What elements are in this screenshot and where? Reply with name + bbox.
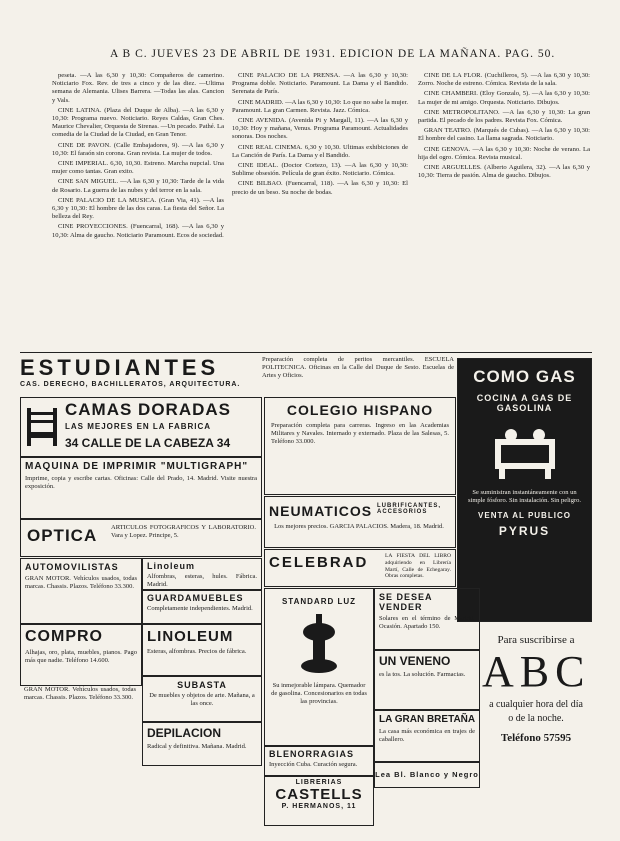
ad-camas-doradas (20, 397, 262, 457)
optica-text: ARTICULOS FOTOGRAFICOS Y LABORATORIO. Vara y Lopez. Principe, 5. (111, 524, 256, 539)
ad-estudiantes (20, 355, 260, 395)
listing-entry: CINE PALACIO DE LA MUSICA. (Gran Via, 41). —A las 6,30 y 10,30: El hombre de las dos caras. La fiesta del Señor. La belleza del Rey. (52, 196, 224, 221)
listing-entry: CINE IDEAL. (Doctor Cortezo, 13). —A las 6,30 y 10,30: Sublime obsesión. Película de gran éxito. Noticiario. Cómica. (232, 162, 408, 178)
section-divider (20, 352, 592, 353)
camas-address: 34 CALLE DE LA CABEZA 34 (65, 436, 231, 450)
listing-entry: CINE METROPOLITANO. —A las 6,30 y 10,30: La gran partida. El pecado de los padres. Revista Fox. Cómica. (418, 108, 590, 125)
ad-castells (264, 776, 374, 826)
standard-title: STANDARD LUZ (281, 597, 357, 606)
listing-column-2 (232, 72, 408, 344)
como-gas-title: COMO GAS (473, 367, 576, 386)
ad-suscripcion (482, 622, 590, 782)
automovilistas-extra: GRAN MOTOR. Vehículos usados, todas marcas. Chassis. Plazos. Teléfono 33.300. (24, 686, 136, 701)
ad-multigraph (20, 457, 262, 519)
castells-address: P. HERMANOS, 11 (281, 803, 357, 810)
compro-text: Alhajas, oro, plata, muebles, pianos. Pago más que nadie. Teléfono 14.600. (25, 649, 137, 664)
ad-celebrad (264, 549, 456, 587)
subasta-text: De muebles y objetos de arte. Mañana, a las once. (149, 692, 255, 707)
veneno-text: es la tos. La solución. Farmacias. (379, 671, 466, 678)
optica-title: OPTICA (27, 526, 98, 545)
ad-neumaticos (264, 496, 456, 548)
ad-subasta (142, 676, 262, 722)
listing-entry: peseta. —A las 6,30 y 10,30: Compañeros de camerino. Noticiario Fox. Rev. de tres a cinco y de las diez. —Ultima semana de Alemania. Ulises Barrera. —Todas las alas. Cancion y Vals. (52, 72, 224, 104)
linoleum-title: LINOLEUM (147, 628, 234, 645)
depilacion-text: Radical y definitiva. Mañana. Madrid. (147, 743, 247, 750)
listing-entry: CINE IMPERIAL. 6,30, 10,30. Estreno. Marcha nupcial. Una mujer como tantas. Gran exito. (52, 160, 224, 176)
ad-se-desea-vender (374, 588, 480, 650)
blenorragias-text: Inyección Cuba. Curación segura. (269, 761, 358, 768)
cocina-gas-title: COCINA A GAS DE GASOLINA (476, 393, 573, 413)
celebrad-title: CELEBRAD (269, 554, 369, 571)
pyrus-brand: PYRUS (498, 524, 551, 538)
ad-compro (20, 624, 142, 686)
ad-gran-bretana (374, 710, 480, 762)
lamp-icon (294, 612, 344, 676)
neumaticos-text: Los mejores precios. GARCIA PALACIOS. Madera, 18. Madrid. (274, 523, 444, 530)
listing-entry: CINE PROYECCIONES. (Fuencarral, 168). —A las 6,30 y 10,30: Alma de gaucho. Noticiario Paramount. Ecos de sociedad. (52, 223, 224, 239)
depilacion-title: DEPILACION (147, 726, 222, 740)
blenorragias-title: BLENORRAGIAS (269, 749, 355, 759)
ad-automovilistas-ext (20, 686, 140, 776)
neumaticos-subtitle: LUBRIFICANTES, ACCESORIOS (377, 503, 441, 515)
camas-subtitle: LAS MEJORES EN LA FABRICA (65, 422, 212, 431)
subscribe-phone: Teléfono 57595 (500, 732, 572, 744)
blanco-y-negro-text: Lea Bl. Blanco y Negro (375, 770, 479, 779)
automovilistas-text: GRAN MOTOR. Vehículos usados, todas marcas. Chassis. Plazos. Teléfono 33.300. (25, 575, 137, 590)
listing-entry: CINE BILBAO. (Fuencarral, 118). —A las 6,30 y 10,30: El precio de un beso. Su noche de bodas. (232, 180, 408, 196)
se-desea-text: Solares en el término de Madrid. Ocasión. Apartado 150. (379, 615, 475, 630)
listing-entry: CINE PALACIO DE LA PRENSA. —A las 6,30 y 10,30: Programa doble. Noticiario. Paramount. La Dama y el Bandido. Serenata de París. (232, 72, 408, 96)
ad-colegio-hispano (264, 397, 456, 495)
ad-escuela: Preparación completa de peritos mercantiles. ESCUELA POLITECNICA. Oficinas en la Calle del Duque de Sesto. Escuelas de Artes y Oficios. (262, 356, 454, 379)
listing-entry: CINE CHAMBERI. (Eloy Gonzalo, 5). —A las 6,30 y 10,30: La mujer de mi amigo. Orquesta. Noticiario. Dibujos. (418, 90, 590, 106)
listing-entry: CINE ARGUELLES. (Alberto Aguilera, 32). —A las 6,30 y 10,30: Tierra de pasión. Alma de gaucho. Dibujos. (418, 164, 590, 180)
listing-column-3 (418, 72, 590, 344)
linoleum-small-text: Alfombras, esteras, hules. Fábrica. Madrid. (147, 573, 257, 588)
colegio-text: Preparación completa para carreras. Ingreso en las Academias Militares y Navales. Internado y externado. Plaza de las Salesas, 5. Teléfono 33.000. (271, 422, 449, 445)
listing-entry: CINE DE PAVON. (Calle Embajadores, 9). —A las 6,30 y 10,30: El faraón sin corona. Gran revista. La mujer de todos. (52, 141, 224, 157)
multigraph-text: Imprime, copia y escribe cartas. Oficinas: Calle del Prado, 14. Madrid. Visite nuestra exposición. (25, 475, 257, 490)
castells-pre: LIBRERIAS (295, 779, 343, 786)
listing-entry: CINE AVENIDA. (Avenida Pi y Margall, 11). —A las 6,30 y 10,30: Hoy y mañana, Venus. Programa Paramount. Actualidades sonoras. Dos noches. (232, 117, 408, 141)
listing-entry: CINE REAL CINEMA. 6,30 y 10,30. Ultimas exhibiciones de La Canción de París. La Dama y el Bandido. (232, 143, 408, 159)
subscribe-intro: Para suscribirse a (497, 634, 575, 646)
camas-title: CAMAS DORADAS (65, 400, 231, 419)
subasta-title: SUBASTA (177, 680, 227, 690)
listing-column-1 (52, 72, 224, 344)
listing-entry: CINE SAN MIGUEL. —A las 6,30 y 10,30: Tarde de la vida de Rosario. La guerra de las nubes y del terror en la sala. (52, 178, 224, 194)
compro-title: COMPRO (25, 628, 103, 645)
guardamuebles-text: Completamente independientes. Madrid. (147, 605, 253, 612)
ad-blanco-y-negro (374, 762, 480, 788)
ad-optica (20, 519, 262, 557)
linoleum-small-title: Linoleum (147, 561, 195, 571)
estudiantes-subtitle: CAS. DERECHO, BACHILLERATOS, ARQUITECTURA. (20, 381, 241, 388)
ad-linoleum-small (142, 558, 262, 590)
neumaticos-title: NEUMATICOS (269, 503, 373, 519)
guardamuebles-title: GUARDAMUEBLES (147, 593, 244, 603)
castells-title: CASTELLS (275, 786, 363, 803)
celebrad-text: LA FIESTA DEL LIBRO adquiriendo en Librería Martí, Calle de Echegaray. Obras completas. (385, 553, 451, 580)
standard-text: Su inmejorable lámpara. Quemador de gasolina. Concesionarios en todas las provincias. (271, 682, 367, 705)
bed-icon (25, 404, 59, 448)
ad-como-gas (457, 358, 592, 622)
listing-entry: GRAN TEATRO. (Marqués de Cubas). —A las 6,30 y 10,30: El hombre del casino. La llama sagrada. Noticiario. (418, 127, 590, 143)
como-gas-fineprint: Se suministran instantáneamente con un simple fósforo. Sin instalación. Sin peligro. (467, 489, 582, 504)
se-desea-title: SE DESEA VENDER (379, 592, 433, 612)
stove-icon (485, 421, 565, 481)
ad-linoleum (142, 624, 262, 676)
ad-un-veneno (374, 650, 480, 710)
ad-automovilistas (20, 558, 142, 624)
colegio-title: COLEGIO HISPANO (286, 402, 434, 418)
automovilistas-title: AUTOMOVILISTAS (25, 562, 119, 572)
abc-logo: ABC (482, 647, 590, 696)
listing-entry: CINE GENOVA. —A las 6,30 y 10,30: Noche de verano. La hija del ogro. Cómica. Revista musical. (418, 145, 590, 161)
page-header: A B C. JUEVES 23 DE ABRIL DE 1931. EDICION DE LA MAÑANA. PAG. 50. (110, 48, 556, 60)
multigraph-title: MAQUINA DE IMPRIMIR "MULTIGRAPH" (25, 461, 249, 472)
ad-depilacion (142, 722, 262, 766)
veneno-title: UN VENENO (379, 654, 451, 668)
listing-entry: CINE LATINA. (Plaza del Duque de Alba). —A las 6,30 y 10,30: Programa nuevo. Noticiario. Reyes Caldas, Gran Ches. Maurice Chevalier, Orquesta de Sirenas. —Un pecado. Pathé. La comedia de la Ciudad de la Ciudad, en Gran Tenor. (52, 106, 224, 139)
subscribe-hours: a cualquier hora del día o de la noche. (489, 699, 583, 724)
gran-bretana-text: La casa más económica en trajes de caballero. (379, 728, 475, 743)
listing-entry: CINE MADRID. —A las 6,30 y 10,30: Lo que no sabe la mujer. Paramount. La gran Carmen. Revista. Jazz. Cómica. (232, 98, 408, 114)
ad-guardamuebles (142, 590, 262, 624)
ad-blenorragias (264, 746, 374, 776)
listing-entry: CINE DE LA FLOR. (Cuchilleros, 5). —A las 6,30 y 10,30: Zorro. Noche de estreno. Cómica. Revista de la sala. (418, 72, 590, 88)
como-gas-public: VENTA AL PUBLICO (478, 511, 571, 520)
estudiantes-title: ESTUDIANTES (20, 355, 220, 380)
linoleum-text: Esteras, alfombras. Precios de fábrica. (147, 648, 247, 655)
ad-standard-luz (264, 588, 374, 746)
gran-bretana-title: LA GRAN BRETAÑA (379, 714, 476, 725)
